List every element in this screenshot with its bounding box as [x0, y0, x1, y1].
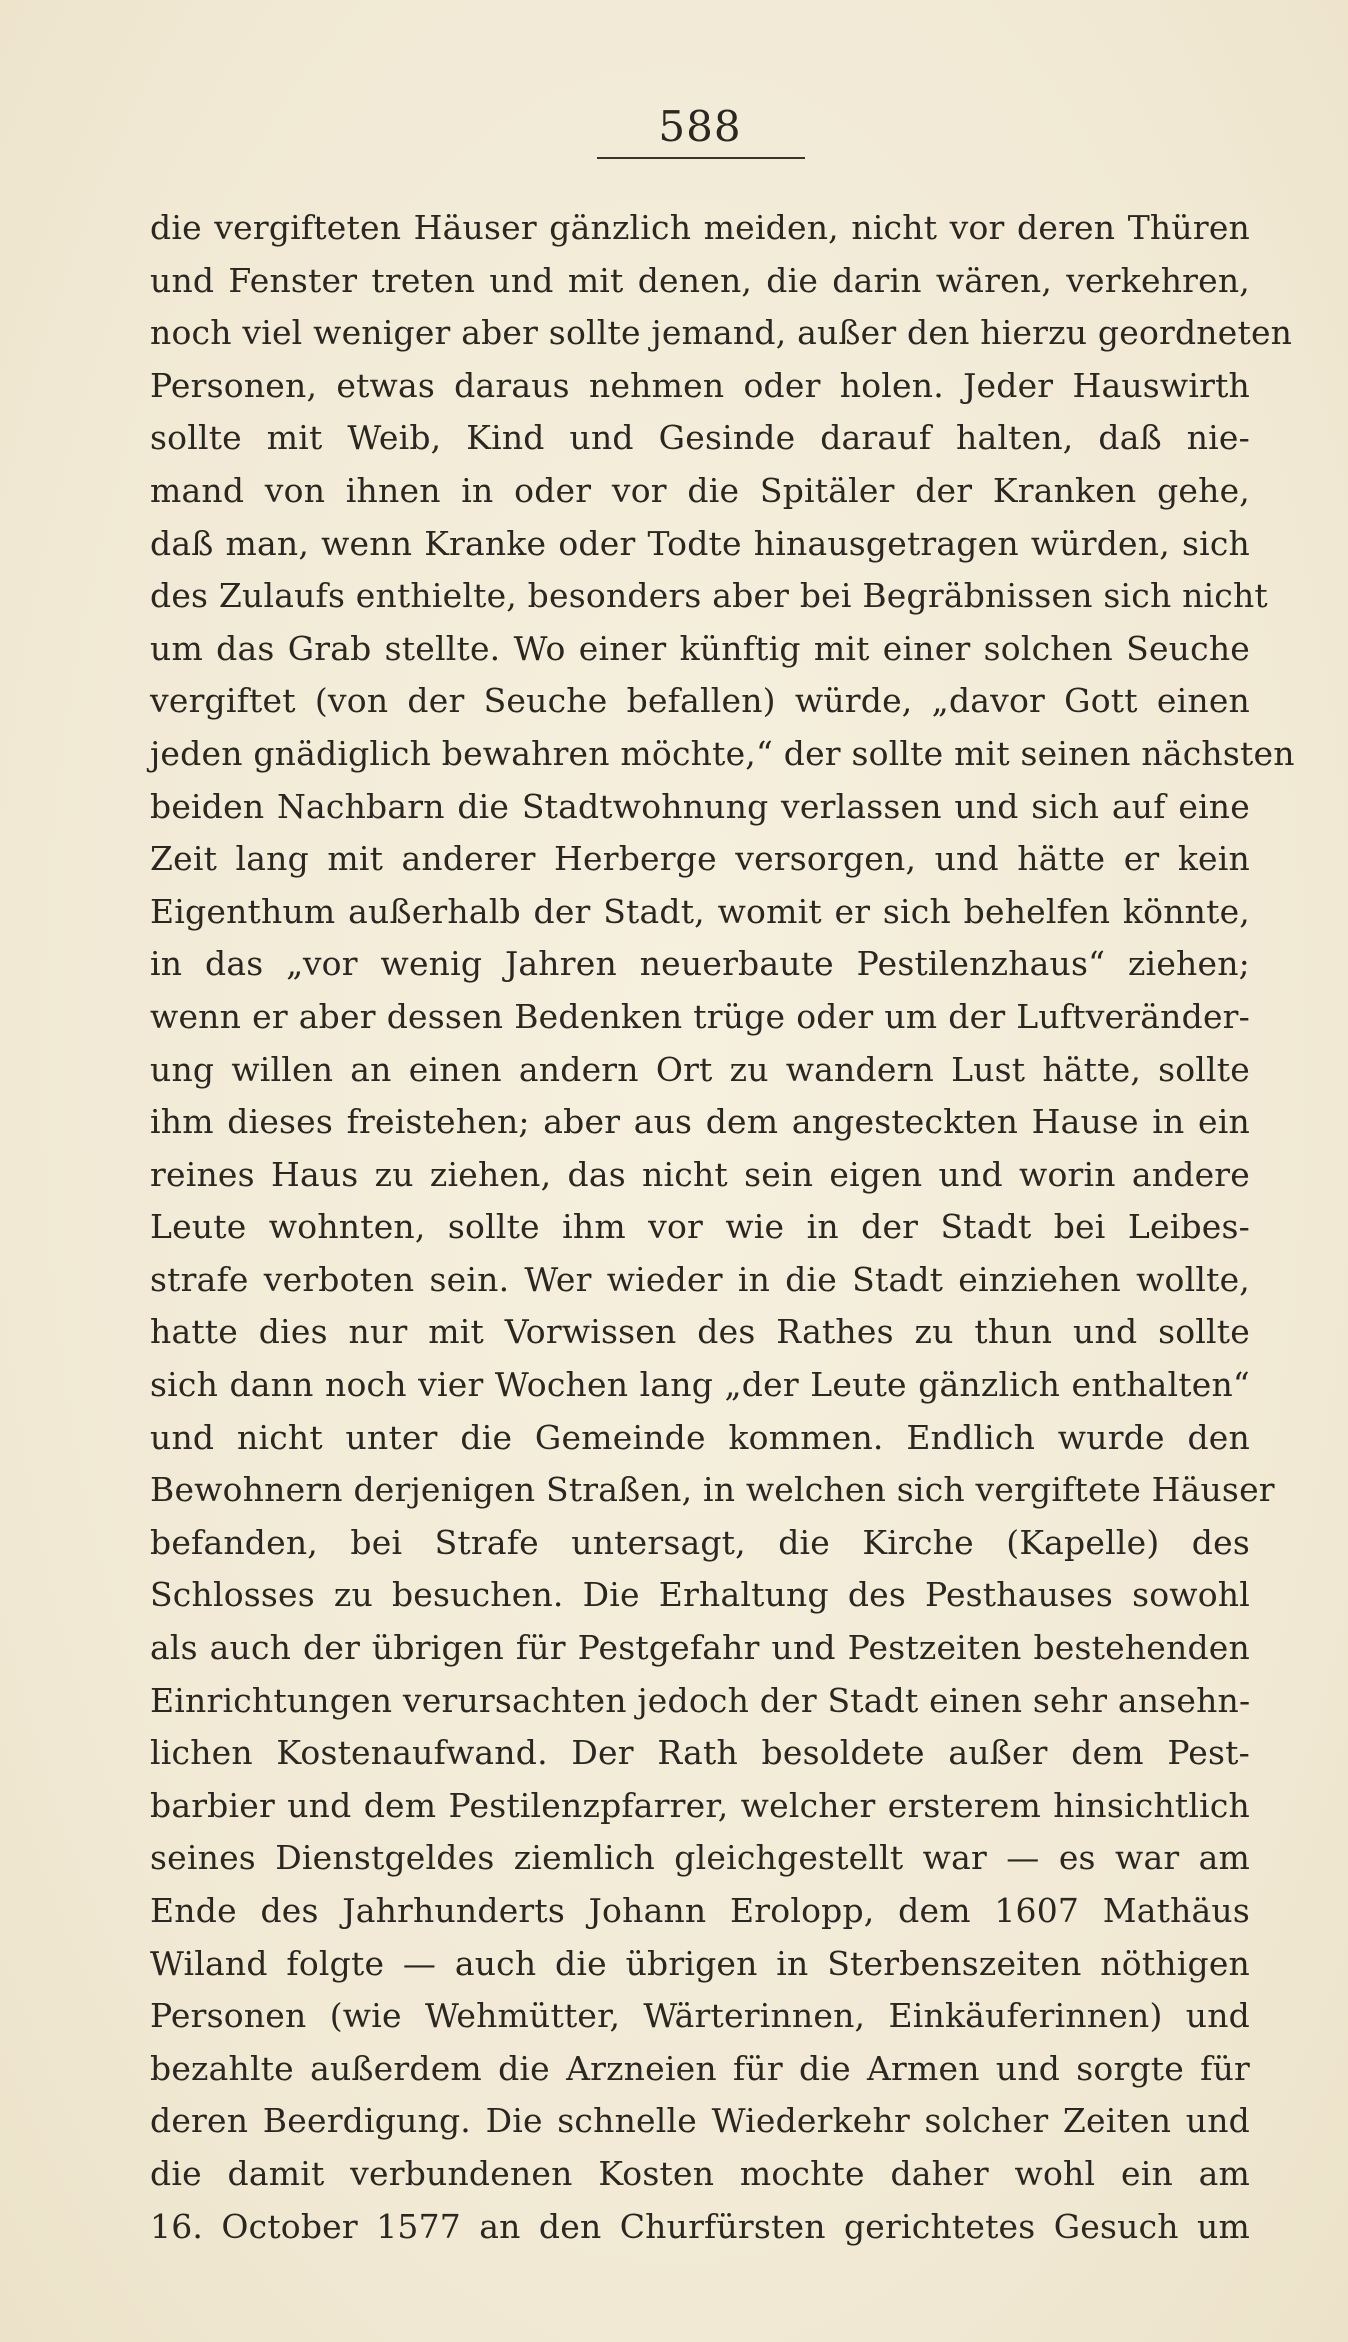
- text-line: daß man, wenn Kranke oder Todte hinausgetragen würden, sich: [150, 523, 1250, 563]
- text-line: ung willen an einen andern Ort zu wandern Lust hätte, sollte: [150, 1049, 1250, 1089]
- text-line: ihm dieses freistehen; aber aus dem angesteckten Hause in ein: [150, 1102, 1250, 1142]
- text-line: Einrichtungen verursachten jedoch der Stadt einen sehr ansehn-: [150, 1680, 1251, 1720]
- text-line: Ende des Jahrhunderts Johann Erolopp, dem 1607 Mathäus: [150, 1891, 1250, 1930]
- text-line: lichen Kostenaufwand. Der Rath besoldete außer dem Pest-: [150, 1733, 1250, 1773]
- text-line: Zeit lang mit anderer Herberge versorgen, und hätte er kein: [150, 839, 1250, 879]
- text-line: Wiland folgte — auch die übrigen in Sterbenszeiten nöthigen: [150, 1943, 1250, 1983]
- text-line: und Fenster treten und mit denen, die darin wären, verkehren,: [150, 260, 1250, 300]
- text-line: jeden gnädiglich bewahren möchte,“ der sollte mit seinen nächsten: [150, 733, 1295, 773]
- text-line: strafe verboten sein. Wer wieder in die Stadt einziehen wollte,: [150, 1259, 1250, 1299]
- text-line: Personen, etwas daraus nehmen oder holen. Jeder Hauswirth: [150, 365, 1250, 405]
- text-line: des Zulaufs enthielte, besonders aber bei Begräbnissen sich nicht: [150, 576, 1268, 616]
- text-line: Schlosses zu besuchen. Die Erhaltung des Pesthauses sowohl: [150, 1575, 1250, 1615]
- text-line: die damit verbundenen Kosten mochte daher wohl ein am: [150, 2153, 1250, 2193]
- text-line: bezahlte außerdem die Arzneien für die Armen und sorgte für: [150, 2048, 1250, 2088]
- text-line: Leute wohnten, sollte ihm vor wie in der Stadt bei Leibes-: [150, 1207, 1250, 1247]
- text-line: als auch der übrigen für Pestgefahr und Pestzeiten bestehenden: [150, 1628, 1250, 1668]
- text-line: Personen (wie Wehmütter, Wärterinnen, Einkäuferinnen) und: [150, 1996, 1250, 2036]
- text-line: wenn er aber dessen Bedenken trüge oder um der Luftveränder-: [150, 996, 1250, 1036]
- text-line: mand von ihnen in oder vor die Spitäler der Kranken gehe,: [150, 470, 1250, 510]
- text-line: barbier und dem Pestilenzpfarrer, welcher ersterem hinsichtlich: [150, 1785, 1250, 1825]
- text-line: vergiftet (von der Seuche befallen) würde, „davor Gott einen: [150, 681, 1250, 721]
- text-line: sich dann noch vier Wochen lang „der Leute gänzlich enthalten“: [150, 1365, 1250, 1405]
- page-number-rule: [597, 157, 805, 159]
- text-line: sollte mit Weib, Kind und Gesinde darauf halten, daß nie-: [150, 418, 1250, 458]
- text-line: reines Haus zu ziehen, das nicht sein eigen und worin andere: [150, 1154, 1250, 1194]
- text-line: 16. October 1577 an den Churfürsten gerichtetes Gesuch um: [150, 2206, 1250, 2246]
- text-line: noch viel weniger aber sollte jemand, außer den hierzu geordneten: [150, 313, 1293, 353]
- text-line: befanden, bei Strafe untersagt, die Kirche (Kapelle) des: [150, 1522, 1250, 1562]
- text-line: Bewohnern derjenigen Straßen, in welchen sich vergiftete Häuser: [150, 1470, 1275, 1510]
- text-line: Eigenthum außerhalb der Stadt, womit er sich behelfen könnte,: [150, 891, 1250, 931]
- body-text: [150, 202, 1295, 2253]
- text-line: die vergifteten Häuser gänzlich meiden, nicht vor deren Thüren: [150, 208, 1250, 247]
- page-number: 588: [658, 102, 742, 151]
- text-line: seines Dienstgeldes ziemlich gleichgestellt war — es war am: [150, 1838, 1250, 1878]
- text-line: in das „vor wenig Jahren neuerbaute Pestilenzhaus“ ziehen;: [150, 944, 1250, 984]
- text-line: beiden Nachbarn die Stadtwohnung verlassen und sich auf eine: [150, 786, 1250, 826]
- text-line: und nicht unter die Gemeinde kommen. Endlich wurde den: [150, 1417, 1250, 1457]
- text-line: hatte dies nur mit Vorwissen des Rathes zu thun und sollte: [150, 1312, 1250, 1352]
- text-line: um das Grab stellte. Wo einer künftig mit einer solchen Seuche: [150, 628, 1250, 668]
- text-line: deren Beerdigung. Die schnelle Wiederkehr solcher Zeiten und: [150, 2101, 1250, 2141]
